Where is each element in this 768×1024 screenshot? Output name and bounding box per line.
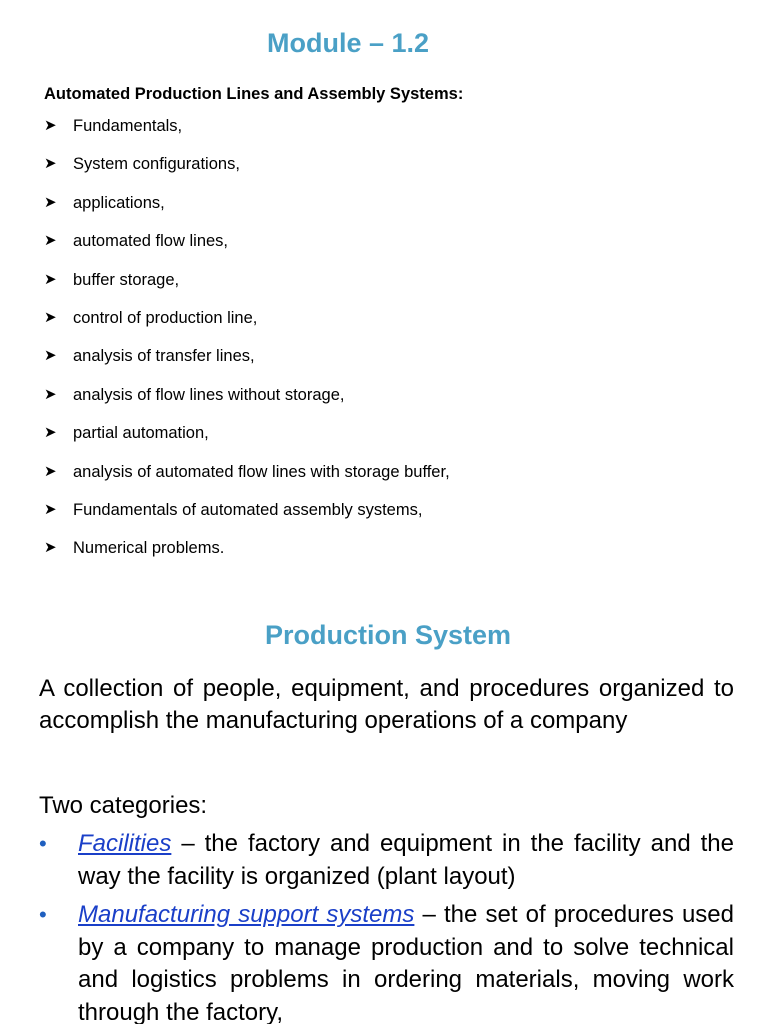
list-item-text: Numerical problems.: [73, 539, 225, 558]
arrow-bullet-icon: ➤: [44, 193, 57, 211]
list-item-text: buffer storage,: [73, 270, 180, 289]
list-item-text: System configurations,: [73, 155, 240, 174]
list-item: [44, 191, 450, 229]
list-item: [44, 268, 450, 306]
arrow-bullet-icon: ➤: [44, 155, 57, 173]
arrow-bullet-icon: ➤: [44, 424, 57, 442]
list-item-text: partial automation,: [73, 424, 209, 443]
topic-list: [44, 114, 450, 575]
slide-title: Module – 1.2: [266, 28, 430, 58]
arrow-bullet-icon: ➤: [44, 347, 57, 365]
definition-paragraph: A collection of people, equipment, and procedures organized to accomplish the manufacturing operations of a company: [39, 675, 734, 734]
term-link-facilities[interactable]: Facilities: [78, 830, 172, 857]
arrow-bullet-icon: ➤: [44, 232, 57, 250]
list-item: [39, 828, 734, 893]
list-item-text: analysis of flow lines without storage,: [73, 385, 345, 404]
arrow-bullet-icon: ➤: [44, 385, 57, 403]
list-item-text: control of production line,: [73, 308, 258, 327]
list-item: [44, 460, 450, 498]
category-description: – the factory and equipment in the facility and the way the facility is organized (plant layout): [78, 830, 734, 890]
arrow-bullet-icon: ➤: [44, 270, 57, 288]
list-item-text: automated flow lines,: [73, 232, 229, 251]
bullet-dot-icon: •: [39, 831, 47, 856]
list-item-text: applications,: [73, 193, 165, 212]
slide-title: Production System: [264, 620, 512, 650]
list-item-text: Fundamentals,: [73, 117, 183, 135]
section-subheading: Automated Production Lines and Assembly Systems:: [44, 85, 464, 103]
arrow-bullet-icon: ➤: [44, 462, 57, 480]
list-item-text: analysis of automated flow lines with storage buffer,: [73, 462, 450, 481]
list-item: [39, 899, 734, 1024]
category-list: [39, 828, 734, 1024]
list-item: [44, 536, 450, 574]
category-description: – the set of procedures used by a company to manage production and to solve technical and logistics problems in ordering materials, moving work through the factory,: [78, 901, 734, 1024]
bullet-dot-icon: •: [39, 902, 47, 927]
list-item: [44, 421, 450, 459]
list-item-text: analysis of transfer lines,: [73, 347, 255, 366]
list-item: [44, 229, 450, 267]
list-item: [44, 498, 450, 536]
categories-label: Two categories:: [39, 792, 208, 819]
list-item: [44, 114, 450, 152]
arrow-bullet-icon: ➤: [44, 539, 57, 557]
list-item-text: Fundamentals of automated assembly systems,: [73, 500, 423, 519]
slide-production-system: [0, 596, 768, 1024]
list-item: [44, 383, 450, 421]
arrow-bullet-icon: ➤: [44, 308, 57, 326]
arrow-bullet-icon: ➤: [44, 117, 57, 134]
list-item: [44, 152, 450, 190]
term-link-manufacturing-support-systems[interactable]: Manufacturing support systems: [78, 901, 415, 928]
list-item: [44, 306, 450, 344]
arrow-bullet-icon: ➤: [44, 500, 57, 518]
list-item: [44, 344, 450, 382]
